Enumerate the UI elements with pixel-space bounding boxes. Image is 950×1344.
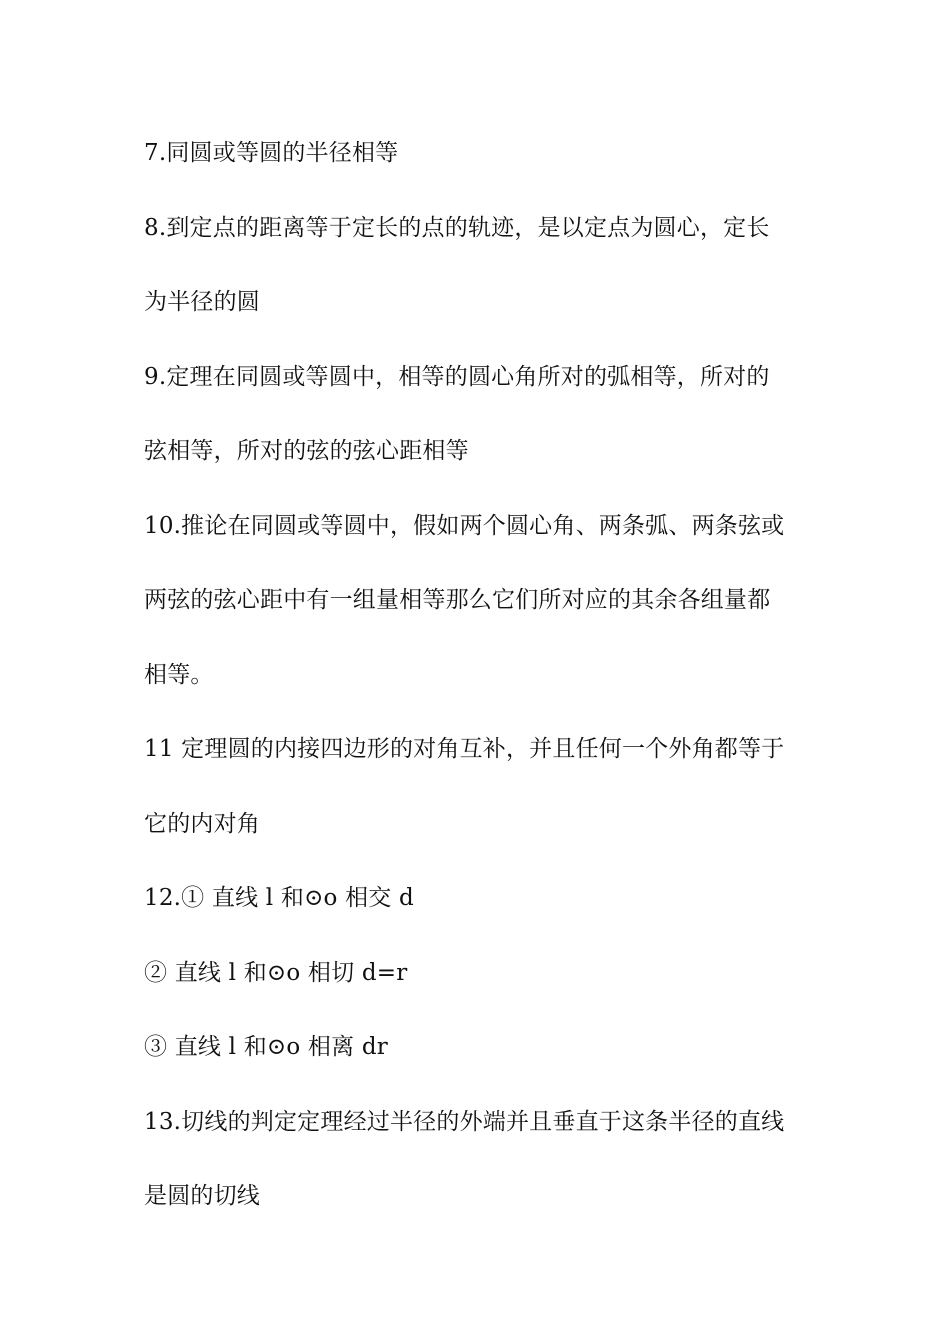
text-line-9: 11 定理圆的内接四边形的对角互补，并且任何一个外角都等于 <box>144 736 785 762</box>
document-body <box>144 116 814 1234</box>
text-line-15: 是圆的切线 <box>144 1183 260 1209</box>
text-line-2: 8.到定点的距离等于定长的点的轨迹，是以定点为圆心，定长 <box>144 214 770 241</box>
text-line-14: 13.切线的判定定理经过半径的外端并且垂直于这条半径的直线 <box>144 1108 785 1135</box>
text-line-13: ③ 直线 l 和⊙o 相离 dr <box>144 1034 388 1060</box>
text-line-3: 为半径的圆 <box>144 289 260 315</box>
text-line-1: 7.同圆或等圆的半径相等 <box>144 140 399 166</box>
text-line-4: 9.定理在同圆或等圆中，相等的圆心角所对的弧相等，所对的 <box>144 363 770 390</box>
text-line-8: 相等。 <box>144 661 214 688</box>
text-line-5: 弦相等，所对的弦的弦心距相等 <box>144 438 469 464</box>
text-line-10: 它的内对角 <box>144 810 260 837</box>
text-line-11: 12.① 直线 l 和⊙o 相交 d <box>144 885 414 911</box>
text-line-6: 10.推论在同圆或等圆中，假如两个圆心角、两条弧、两条弦或 <box>144 512 785 539</box>
text-line-7: 两弦的弦心距中有一组量相等那么它们所对应的其余各组量都 <box>144 587 771 613</box>
text-line-12: ② 直线 l 和⊙o 相切 d=r <box>144 959 408 986</box>
